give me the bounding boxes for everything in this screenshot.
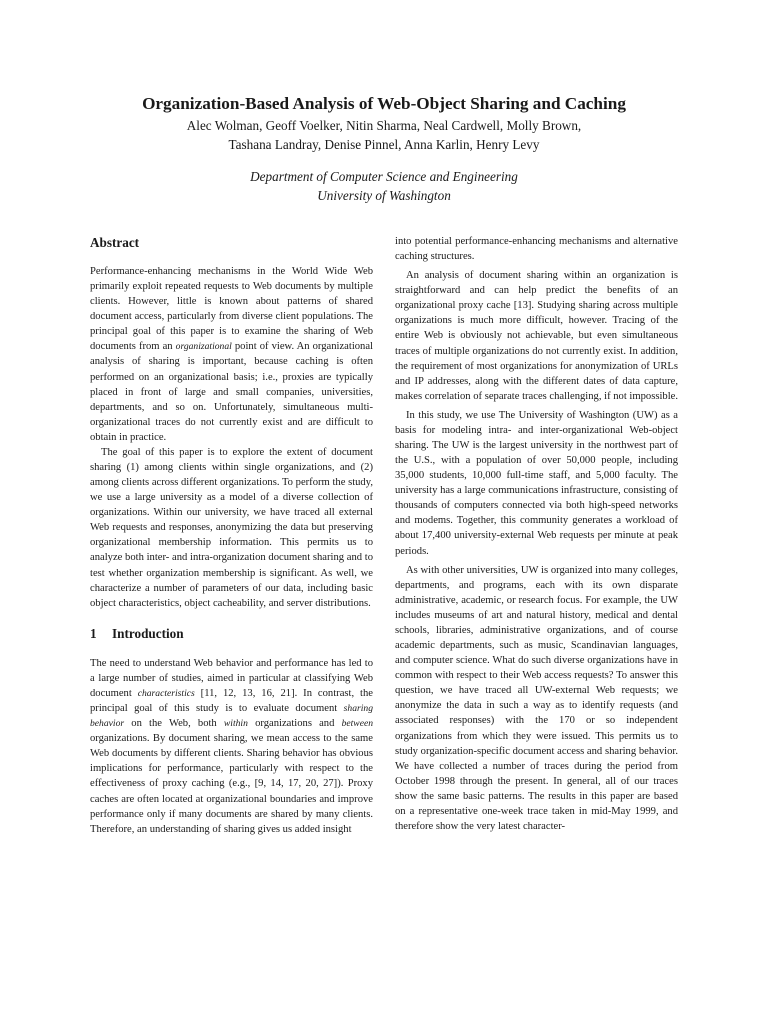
right-column [395,234,678,834]
affiliation-department: Department of Computer Science and Engineering [250,169,518,184]
intro-text: organizations. By document sharing, we mean access to the same Web documents by different clients. Sharing behavior has obvious implications for performance, particularly with respect to the effectiveness of proxy caching (e.g., [9, 14, 17, 20, 27]). Proxy caches are often located at organizational boundaries and improve performance only if many documents are shared by many clients. Therefore, an understanding of sharing gives us added insight [90,733,373,835]
intro-paragraph-3: In this study, we use The University of Washington (UW) as a basis for modeling intra- and inter-organizational Web-object sharing. The UW is the largest university in the northwest part of the U.S., with a population of over 50,000 people, including 35,000 students, 10,000 full-time staff, and 5,000 faculty. The university has a large communications infrastructure, consisting of thousands of computers connected via both high-speed networks and modems. Together, this community generates a workload of about 17,400 university-external Web requests per minute at peak periods. [395,409,678,557]
left-column [90,234,373,837]
abstract-paragraph-1 [90,264,373,445]
intro-text: [11, 12, 13, 16, 21]. In contrast, the principal goal of this study is to evaluate document [90,687,373,715]
intro-paragraph-continued: into potential performance-enhancing mechanisms and alternative caching structures. [395,236,678,263]
section-title: Introduction [112,625,184,641]
author-list [0,116,768,154]
section-number: 1 [90,625,97,641]
authors-line-1: Alec Wolman, Geoff Voelker, Nitin Sharma, Neal Cardwell, Molly Brown, [186,118,582,133]
affiliation [0,167,768,205]
introduction-paragraph-1 [90,656,373,837]
introduction-heading [90,625,373,643]
intro-text: on the Web, both [124,718,224,730]
intro-text: The need to understand Web behavior and performance has led to a large number of studies, aimed in particular at classifying Web document [90,657,373,699]
intro-paragraph-4: As with other universities, UW is organized into many colleges, departments, and programs, each with its own disparate administrative, academic, or research focus. For example, the UW includes museums of art and natural history, medical and dental schools, libraries, administrative organizations, and of course academic departments, such as music, Scandinavian languages, and computer science. What do such diverse organizations have in common with respect to their Web access requests? To answer this question, we have traced all UW-external Web requests; we anonymize the data in such a way as to identify requests (and associated responses) with the 170 or so independent organizations from which they were issued. This permits us to study organization-specific document access and sharing behavior. We have collected a number of traces during the period from October 1998 through the present. In general, all of our traces show the same basic patterns. The results in this paper are based on a representative one-week trace taken in mid-May 1999, and therefore show the very latest character- [395,564,678,832]
intro-emphasis: characteristics [137,687,195,699]
intro-text: organizations and [247,718,342,730]
intro-paragraph-2: An analysis of document sharing within an organization is straightforward and can help predict the benefits of an organizational proxy cache [13]. Studying sharing across multiple organizations is much more difficult, however. Tracing of the entire Web is obviously not achievable, but even simultaneous traces of multiple organizations do not currently exist. In addition, the requirement of most organizations for anonymization of URLs and IP addresses, along with the different dates of data capture, makes correlation of separate traces challenging, if not impossible. [395,270,678,402]
intro-emphasis: sharing behavior [90,703,373,730]
abstract-text: Performance-enhancing mechanisms in the World Wide Web primarily exploit repeated requests to Web documents by multiple clients. However, little is known about patterns of shared document access, particularly from diverse client populations. The principal goal of this paper is to examine the sharing of Web documents from an [90,266,373,353]
abstract-heading: Abstract [90,235,140,250]
affiliation-university: University of Washington [317,188,451,203]
intro-emphasis: between [341,718,374,730]
abstract-text: point of view. An organizational analysis of sharing is important, because caching is often performed on an organizational basis; i.e., proxies are typically placed in front of large and small companies, universities, departments, and so on. Unfortunately, simultaneous multi-organizational traces do not currently exist and are difficult to obtain in practice. [90,341,373,443]
intro-emphasis: within [223,718,248,730]
abstract-paragraph-2: The goal of this paper is to explore the extent of document sharing (1) among clients within single organizations, and (2) among clients across different organizations. To perform the study, we use a large university as a model of a diverse collection of organizations. Within our university, we have traced all external Web requests and responses, anonymizing the data but preserving organizational membership information. This permits us to analyze both inter- and intra-organization document sharing and to test whether organization membership is significant. As well, we characterize a number of parameters of our data, including basic object characteristics, object cacheability, and server distributions. [90,446,373,609]
paper-title: Organization-Based Analysis of Web-Object Sharing and Caching [142,94,626,113]
abstract-emphasis: organizational [175,341,232,353]
authors-line-2: Tashana Landray, Denise Pinnel, Anna Karlin, Henry Levy [228,137,540,152]
